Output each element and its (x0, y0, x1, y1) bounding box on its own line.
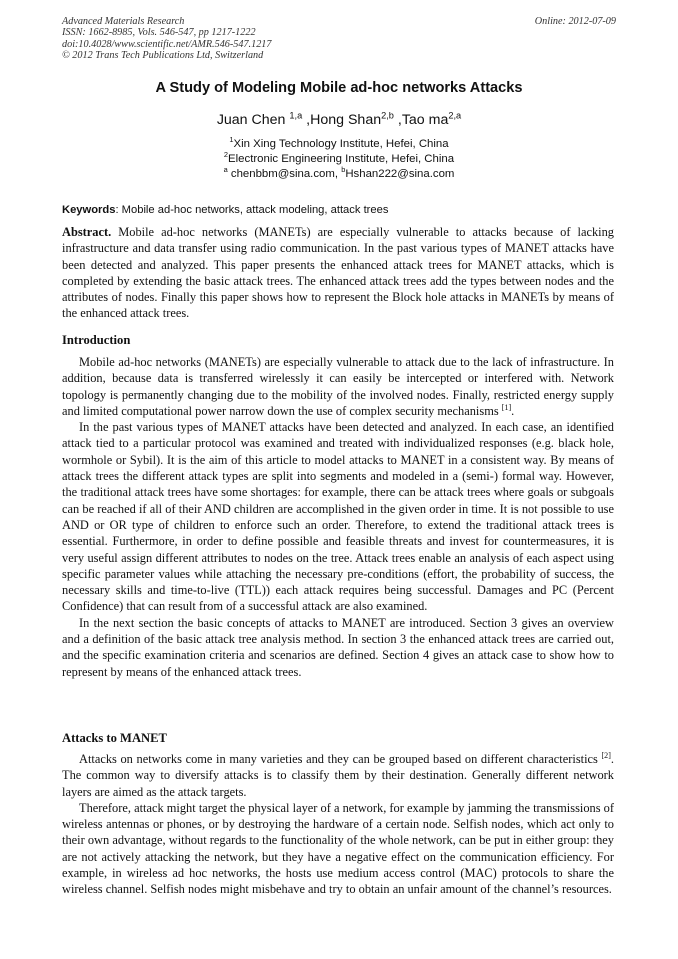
affiliation-text: Electronic Engineering Institute, Hefei, China (228, 153, 455, 165)
introduction-body (62, 354, 614, 680)
affiliation-marker: 1 (229, 135, 234, 145)
abstract-text: Mobile ad-hoc networks (MANETs) are especially vulnerable to attacks because of lacking infrastructure and data transfer using radio communication. In the past various types of MANET attacks have been detected and analyzed. This paper presents the enhanced attack trees for MANET attacks, which is completed by extending the basic attack trees. The enhanced attack trees add the types between nodes and the attributes of nodes. Finally this paper shows how to represent the Block hole attacks in MANETs by means of the enhanced attack trees. (62, 225, 614, 321)
paragraph: Therefore, attack might target the physical layer of a network, for example by jamming the transmissions of wireless antennas or phones, or by destroying the hardware of a certain node. Selfish nodes, which act only to their own advantage, without regards to the functionality of the whole network, can be put in either group: they are not actively attacking the network, but they have a negative effect on the communication efficiency. For example, in wireless ad hoc networks, the hosts use medium access control (MAC) protocols to share the wireless channel. Selfish nodes might misbehave and try to obtain an unfair amount of the channel’s resources. (62, 800, 614, 897)
affiliation-text: Xin Xing Technology Institute, Hefei, China (233, 138, 449, 150)
attacks-heading: Attacks to MANET (62, 731, 167, 745)
issn-line: ISSN: 1662-8985, Vols. 546-547, pp 1217-1222 (62, 27, 256, 39)
affiliation-1 (0, 135, 678, 150)
paragraph-text: . (511, 403, 515, 418)
journal-name: Advanced Materials Research (62, 16, 185, 27)
email-text: chenbbm@sina.com, (227, 168, 342, 180)
author-name: ,Tao ma (393, 112, 449, 128)
keywords-text: : Mobile ad-hoc networks, attack modeling, attack trees (115, 204, 389, 216)
author-superscript: 2,a (448, 110, 462, 121)
paragraph-text: Attacks on networks come in many varieties and they can be grouped based on different characteristics (79, 752, 602, 766)
paragraph (62, 751, 614, 800)
citation: [2] (601, 750, 611, 760)
author-superscript: 2,b (381, 110, 394, 121)
journal-header (62, 16, 616, 62)
keywords (62, 204, 616, 216)
doi-line: doi:10.4028/www.scientific.net/AMR.546-547.1217 (62, 38, 272, 50)
copyright-line: © 2012 Trans Tech Publications Ltd, Switzerland (62, 50, 264, 62)
author-list (0, 112, 678, 128)
attacks-body (62, 751, 614, 898)
abstract-label: Abstract. (62, 225, 112, 239)
affiliation-marker: 2 (223, 150, 229, 160)
paragraph-text: Mobile ad-hoc networks (MANETs) are especially vulnerable to attack due to the lack of infrastructure. In addition, because data is transferred wirelessly it can easily be intercepted or interfered with. Network topology is permanently changing due to the mobility of the involved nodes. Finally, restricted energy supply and limited computational power narrow down the use of complex security mechanisms (62, 355, 614, 418)
email-text: Hshan222@sina.com (345, 168, 455, 180)
email-line (0, 165, 678, 180)
keywords-label: Keywords (62, 204, 116, 216)
paragraph: In the past various types of MANET attacks have been detected and analyzed. In each case, an identified attack tied to a particular protocol was examined and treated with individualized responses (e.g. black hole, wormhole or Sybil). It is the aim of this article to model attacks to MANET in a consistent way. By means of attack trees the different attack types are split into segments and modeled in a (semi-) formal way. However, the traditional attack trees have some shortages: for example, there can be attack trees where goals or subgoals can be reached if all of their AND children are accomplished in the given order in time. It is not possible to use AND or OR type of children to enforce such an order. Therefore, to extend the traditional attack trees is essential. Furthermore, in order to define possible and feasible threats and invest for countermeasures, it is very useful assign different attributes to nodes on the tree. Attack trees enable an analysis of each aspect using specific parameter values while attaching the necessary pre-conditions (effort, the probability of success, the necessary skills and time-to-live (TTL)) each attack requires being successful. Damages and PC (Percent Confidence) that can result from of a successful attack are also examined. (62, 420, 614, 614)
email-marker: b (341, 165, 346, 175)
affiliation-2 (0, 150, 678, 165)
author-name: Juan Chen (216, 112, 290, 128)
introduction-heading: Introduction (62, 333, 131, 347)
paragraph-text: . The common way to diversify attacks is to classify them by their destination. Generally different network layers are aimed as the attack targets. (62, 752, 614, 799)
abstract (62, 224, 614, 322)
email-marker: a (223, 165, 228, 175)
paragraph (62, 354, 614, 419)
online-date: Online: 2012-07-09 (534, 16, 616, 27)
paragraph: In the next section the basic concepts of attacks to MANET are introduced. Section 3 gives an overview and a definition of the basic attack tree analysis method. In section 3 the enhanced attack trees are carried out, and the specific examination criteria and scenarios are defined. Section 4 gives an attack case to show how to represent by means of the enhanced attack trees. (62, 615, 614, 679)
author-name: ,Hong Shan (302, 112, 382, 128)
author-superscript: 1,a (289, 110, 303, 121)
paper-title: A Study of Modeling Mobile ad-hoc networks Attacks (155, 80, 523, 96)
citation: [1] (501, 402, 512, 412)
